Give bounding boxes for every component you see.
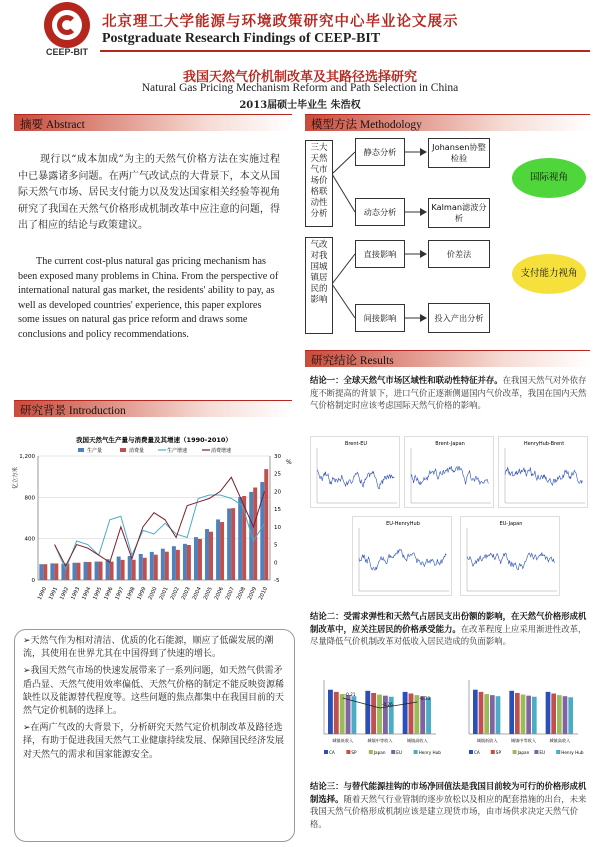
bar xyxy=(227,508,231,580)
x-tick-label: 1994 xyxy=(81,586,93,601)
bar xyxy=(568,697,573,734)
bar xyxy=(551,694,556,735)
x-tick-label: 城镇中等收入 xyxy=(510,738,537,743)
conclusion-2-lead: 结论二：受需求弹性和天然气占居民支出份额的影响， xyxy=(310,611,511,621)
conclusion-2-highlight: 在天然气价格形成机制改革中，应关注居民的价格承受能力。 xyxy=(310,611,587,634)
legend-swatch xyxy=(534,750,538,754)
bar xyxy=(154,555,158,580)
bar xyxy=(371,693,376,734)
x-tick-label: 1999 xyxy=(136,586,148,601)
legend-label: Japan xyxy=(517,750,530,755)
legend-label: EU xyxy=(539,750,546,755)
mini-chart-2-svg xyxy=(405,437,495,509)
bar xyxy=(128,556,132,580)
y2-tick-label: 15 xyxy=(274,507,281,514)
section-results-banner xyxy=(305,350,590,367)
bar xyxy=(346,695,351,734)
x-tick-label: 城镇高收入 xyxy=(549,738,571,743)
paper-title-cn: 我国天然气价机制改革及其路径选择研究 xyxy=(182,70,417,85)
method-node-price-gap: 价差法 xyxy=(428,240,490,268)
bar xyxy=(515,693,520,734)
bar xyxy=(61,564,65,580)
bar xyxy=(76,563,80,580)
bar xyxy=(95,562,99,580)
method-node-indirect: 间接影响 xyxy=(355,304,405,332)
section-method-title: 模型方法 Methodology xyxy=(311,119,422,131)
bar xyxy=(84,562,88,580)
bar xyxy=(557,695,562,734)
bar xyxy=(198,539,202,580)
data-label: -0.26 xyxy=(382,702,393,707)
section-method-banner xyxy=(305,114,590,131)
x-tick-label: 2004 xyxy=(191,586,203,601)
legend-label: CA xyxy=(329,750,335,755)
section-intro-banner xyxy=(14,400,292,417)
bar xyxy=(50,563,54,580)
bar xyxy=(150,552,154,580)
bar xyxy=(172,546,176,580)
legend-swatch xyxy=(469,750,473,754)
x-tick-label: 1996 xyxy=(103,586,115,601)
y-tick-label: 1,200 xyxy=(19,454,35,460)
bar xyxy=(72,563,76,580)
section-results-title: 研究结论 Results xyxy=(311,355,394,367)
conclusion-3-body: 随着天然气行业管制的逐步放松以及相应的配套措施的出台，未来我国天然气价格形成机制应该是建立现货市场，由市场供求决定天然气价格。 xyxy=(310,793,587,829)
legend-label: 生产量 xyxy=(87,448,103,454)
mini-chart-1-title: Brent-EU xyxy=(344,441,368,447)
legend-swatch xyxy=(78,448,84,452)
conclusion-3-lead: 结论三：与替代能源挂钩的市场净回值法是我国目前较为可行的价格形成机制选择。 xyxy=(310,781,587,804)
bar xyxy=(87,562,91,580)
conclusion-2 xyxy=(310,610,590,648)
bar xyxy=(194,537,198,580)
bar xyxy=(403,692,408,734)
section-intro-title: 研究背景 Introduction xyxy=(20,405,126,417)
bar-chart-right xyxy=(455,670,590,762)
method-box-market-linkage: 三大天然气市场价格联动性分析 xyxy=(305,140,333,227)
intro-item: ➢我国天然气市场的快速发展带来了一系列问题，如天然气供需矛盾凸显、天然气使用效率偏低、天然气价格的制定不能反映资源稀缺性以及能源替代程度等。这些问题的焦点都集中在我国目前的天然气定价机制的选择上。 xyxy=(23,666,285,717)
intro-item-text: 天然气作为相对清洁、优质的化石能源，顺应了低碳发展的潮流，其使用在世界尤其在中国得到了快速的增长。 xyxy=(23,636,274,660)
oval-international-perspective: 国际视角 xyxy=(512,158,586,198)
bar xyxy=(484,694,489,734)
bar xyxy=(334,692,339,734)
x-tick-label: 1995 xyxy=(92,586,104,601)
x-tick-label: 1990 xyxy=(37,586,49,601)
bar-chart-left-svg xyxy=(310,670,448,762)
bar xyxy=(479,692,484,734)
x-tick-label: 1997 xyxy=(114,586,126,601)
bar xyxy=(377,695,382,734)
method-node-static: 静态分析 xyxy=(355,138,405,166)
method-node-input-output: 投入产出分析 xyxy=(428,303,490,333)
mini-chart-5-svg xyxy=(461,517,561,597)
bar xyxy=(231,508,235,580)
x-tick-label: 2003 xyxy=(180,586,192,601)
y2-tick-label: 0 xyxy=(274,560,278,567)
bar xyxy=(260,482,264,580)
x-tick-label: 2010 xyxy=(258,586,270,601)
intro-item: ➢天然气作为相对清洁、优质的化石能源，顺应了低碳发展的潮流，其使用在世界尤其在中国得到了快速的增长。 xyxy=(23,636,274,660)
y2-tick-label: -5 xyxy=(274,578,280,584)
intro-item-text: 在两广气改的大背景下，分析研究天然气定价机制改革及路径选择，有助于促进我国天然气工业健康持续发展、保障国民经济发展对天然气的需求和国家能源安全。 xyxy=(23,723,285,760)
legend-label: EU xyxy=(396,750,402,755)
bar xyxy=(132,560,136,580)
y2-tick-label: 5 xyxy=(274,542,278,549)
conclusion-1-lead: 结论一：全球天然气市场区域性和联动性特征并存。 xyxy=(310,375,503,385)
legend-swatch xyxy=(391,750,395,754)
header-title-en: Postgraduate Research Findings of CEEP-BIT xyxy=(102,31,381,46)
abstract-cn: 现行以“成本加成”为主的天然气价格方法在实施过程中已暴露诸多问题。在两广气改试点的大背景下，本文从国际天然气市场、居民支付能力以及发达国家相关经验等视角研究了我国在天然气价格形成机制改革中应注意的问题，得出了相应的结论与政策建议。 xyxy=(18,154,280,231)
bar xyxy=(496,696,501,734)
bar xyxy=(39,564,43,580)
bar xyxy=(161,549,165,580)
x-tick-label: 城镇高收入 xyxy=(406,738,428,743)
logo-text: CEEP-BIT xyxy=(45,47,88,57)
conclusion-3 xyxy=(310,780,590,830)
bar xyxy=(209,532,213,580)
legend-label: 消费增速 xyxy=(211,448,232,454)
bar xyxy=(509,691,514,734)
method-node-kalman: Kalman滤波分析 xyxy=(428,198,490,228)
mini-chart-3-title: HenryHub-Brent xyxy=(523,441,565,447)
x-tick-label: 2008 xyxy=(235,586,248,601)
bar xyxy=(99,562,103,580)
chart-title: 我国天然气生产量与消费量及其增速（1990-2010） xyxy=(76,436,232,444)
bar xyxy=(249,492,253,580)
bar xyxy=(253,488,257,580)
bar xyxy=(563,696,568,734)
legend-label: Henry Hub xyxy=(418,750,441,755)
bar xyxy=(143,558,147,580)
method-box-resident-impact: 气改对我国城镇居民的影响 xyxy=(305,237,333,334)
bar xyxy=(121,560,125,580)
intro-item: ➢在两广气改的大背景下，分析研究天然气定价机制改革及路径选择，有助于促进我国天然气工业健康持续发展、保障国民经济发展对天然气的需求和国家能源安全。 xyxy=(23,723,285,760)
x-tick-label: 2000 xyxy=(147,586,159,601)
bar xyxy=(183,544,187,580)
y2-tick-label: 10 xyxy=(274,524,281,531)
legend-swatch xyxy=(491,750,495,754)
intro-bullet-box xyxy=(14,629,295,842)
mini-chart-2-title: Brent-Japan xyxy=(435,441,465,447)
x-tick-label: 2002 xyxy=(169,586,181,601)
x-tick-label: 1998 xyxy=(125,586,137,601)
legend-swatch xyxy=(346,750,350,754)
bar xyxy=(328,690,333,734)
bar xyxy=(264,469,268,580)
section-abstract-title: 摘要 Abstract xyxy=(20,119,85,131)
poster-header xyxy=(0,0,600,62)
x-tick-label: 1993 xyxy=(70,586,82,601)
legend-swatch xyxy=(414,750,418,754)
bar xyxy=(532,697,537,734)
legend-label: 消费量 xyxy=(129,448,145,454)
header-title-cn: 北京理工大学能源与环境政策研究中心毕业论文展示 xyxy=(102,14,459,30)
data-label: -0.33 xyxy=(419,696,431,701)
method-node-johansen: Johansen协整检验 xyxy=(428,138,490,168)
legend-swatch xyxy=(369,750,373,754)
bar xyxy=(420,696,425,734)
bar xyxy=(110,562,114,580)
x-tick-label: 城镇低收入 xyxy=(332,738,354,743)
bar xyxy=(526,696,531,734)
bar-chart-right-svg xyxy=(455,670,590,762)
bar xyxy=(216,519,220,580)
method-node-dynamic: 动态分析 xyxy=(355,198,405,226)
x-tick-label: 城镇低收入 xyxy=(476,738,498,743)
y2-axis-label: % xyxy=(286,459,292,466)
bar xyxy=(176,550,180,580)
legend-label: Japan xyxy=(373,750,386,755)
legend-label: Henry Hub xyxy=(561,750,584,755)
mini-chart-2 xyxy=(404,436,494,508)
x-tick-label: 1992 xyxy=(59,586,71,601)
legend-label: CA xyxy=(474,750,480,755)
bar xyxy=(473,690,478,734)
bar xyxy=(546,692,551,734)
bar xyxy=(165,552,169,580)
bar xyxy=(54,563,58,580)
x-tick-label: 1991 xyxy=(48,586,60,601)
legend-label: SP xyxy=(495,750,501,755)
mini-chart-5 xyxy=(460,516,560,596)
legend-label: SP xyxy=(351,750,357,755)
y-tick-label: 800 xyxy=(24,495,35,502)
bar xyxy=(238,497,242,580)
abstract-en: The current cost-plus natural gas pricing mechanism has been exposed many problems in China. From the perspective of international natural gas market, the residents' ability to pay, as well as developed countries' experience, this paper explores some issues on natural gas price reform and draws some conclusions and policy recommendations. xyxy=(18,256,279,340)
x-tick-label: 城镇中等收入 xyxy=(367,738,393,743)
bar xyxy=(139,554,143,580)
conclusion-1 xyxy=(310,374,590,412)
legend-label: 生产增速 xyxy=(167,448,188,454)
mini-chart-4 xyxy=(352,516,452,596)
data-label: -0.21 xyxy=(344,692,356,697)
bar xyxy=(43,564,47,580)
x-tick-label: 2005 xyxy=(202,586,214,601)
x-tick-label: 2007 xyxy=(224,586,236,601)
mini-chart-3-svg xyxy=(499,437,589,509)
y2-tick-label: 20 xyxy=(274,489,281,496)
y2-tick-label: 25 xyxy=(274,471,281,478)
bar xyxy=(426,697,431,734)
bar-chart-left xyxy=(310,670,448,762)
mini-chart-1 xyxy=(310,436,400,508)
bar xyxy=(521,695,526,734)
x-tick-label: 2001 xyxy=(158,586,170,601)
bar xyxy=(205,529,209,580)
bar xyxy=(340,694,345,734)
section-abstract-banner xyxy=(14,114,292,131)
y-tick-label: 400 xyxy=(24,536,35,543)
mini-chart-4-svg xyxy=(353,517,453,597)
oval-affordability-perspective: 支付能力视角 xyxy=(512,254,586,294)
x-tick-label: 2006 xyxy=(213,586,225,601)
y-axis-label: 亿立方米 xyxy=(13,466,19,490)
bar xyxy=(351,696,356,734)
x-tick-label: 2009 xyxy=(246,586,259,601)
method-node-direct: 直接影响 xyxy=(355,240,405,268)
mini-chart-4-title: EU-HenryHub xyxy=(386,521,420,527)
bar xyxy=(365,691,370,734)
bar xyxy=(187,545,191,580)
ceep-bit-logo xyxy=(38,2,96,60)
legend-swatch xyxy=(556,750,560,754)
bar xyxy=(490,695,495,734)
bar xyxy=(220,522,224,580)
legend-swatch xyxy=(324,750,328,754)
bar xyxy=(117,557,121,580)
legend-swatch xyxy=(513,750,517,754)
gas-production-consumption-chart xyxy=(8,430,300,625)
conclusion-1-body: 在我国天然气对外依存度不断提高的背景下，进口气价正逐渐侧逼国内气价改革，我国在国内天然气价格制定时应该考虑国际天然气价格的影响。 xyxy=(310,375,587,411)
header-divider xyxy=(100,50,590,52)
mini-chart-1-svg xyxy=(311,437,401,509)
y-tick-label: 0 xyxy=(31,578,35,584)
bar xyxy=(409,694,414,735)
legend-swatch xyxy=(120,448,126,452)
mini-chart-5-title: EU-Japan xyxy=(499,521,523,527)
conclusion-2-body: 在改革程度上应采用渐进性改革，尽量降低气价机制改革对低收入居民造成的负面影响。 xyxy=(310,623,587,647)
mini-chart-3 xyxy=(498,436,588,508)
paper-author: 2013届硕士毕业生 朱浩权 xyxy=(239,100,361,111)
paper-title-en: Natural Gas Pricing Mechanism Reform and Path Selection in China xyxy=(141,82,459,94)
y2-tick-label: 30 xyxy=(274,454,281,460)
intro-item-text: 我国天然气市场的快速发展带来了一系列问题，如天然气供需矛盾凸显、天然气使用效率偏低、天然气价格的制定不能反映资源稀缺性以及能源替代程度等。这些问题的焦点都集中在我国目前的天然气定价机制的选择上。 xyxy=(23,666,285,717)
